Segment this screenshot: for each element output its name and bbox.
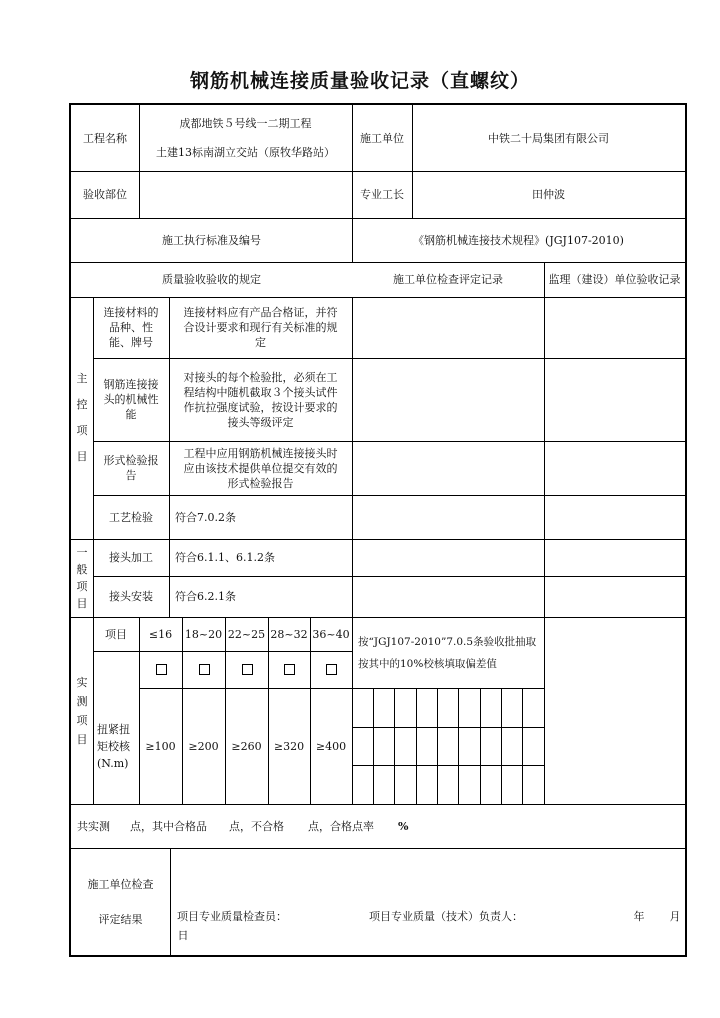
main-item-spec: 工程中应用钢筋机械连接接头时应由该技术提供单位提交有效的形式检验报告: [183, 446, 338, 490]
main-item-name: 形式检验报告: [103, 454, 159, 482]
project-name-label: 工程名称: [83, 131, 127, 145]
responsible-label: 项目专业质量（技术）负责人：: [369, 909, 523, 923]
form-table: [69, 103, 687, 957]
project-name-line2: 土建13标南湖立交站（原牧华路站）: [156, 146, 335, 159]
torque-value: ≥200: [188, 739, 219, 753]
general-item-spec: 符合6.1.1、6.1.2条: [175, 551, 275, 564]
grid-line: [416, 688, 417, 804]
construction-unit-label: 施工单位: [360, 131, 404, 145]
diameter-header: ≤16: [148, 627, 173, 641]
measured-item-label: 项目: [105, 627, 127, 641]
general-label: 一 般 项 目: [76, 546, 88, 610]
project-name-value: [139, 105, 352, 171]
diameter-checkbox[interactable]: [326, 664, 337, 675]
main-item-name: 连接材料的品种、性能、牌号: [103, 306, 159, 349]
month-label: 月: [669, 909, 681, 923]
foreman-label: 专业工长: [360, 188, 404, 201]
grid-line: [373, 688, 374, 804]
standard-value: 《钢筋机械连接技术规程》(JGJ107-2010): [413, 233, 624, 247]
evaluation-label: 施工单位检查 评定结果: [87, 877, 154, 926]
torque-value: ≥260: [231, 739, 262, 753]
project-name-line1: 成都地铁５号线一二期工程: [179, 117, 312, 130]
col-header-supervisor: 监理（建设）单位验收记录: [548, 273, 681, 286]
grid-line: [501, 688, 502, 804]
summary-total: 共实测: [77, 819, 110, 833]
main-control-label: 主 控 项 目: [76, 372, 88, 463]
main-item-spec: 连接材料应有产品合格证，并符合设计要求和现行有关标准的规定: [183, 306, 338, 349]
year-label: 年: [633, 909, 645, 923]
general-item-name: 接头加工: [109, 551, 153, 564]
diameter-checkbox[interactable]: [242, 664, 253, 675]
col-line: [170, 848, 171, 955]
summary-rate: 点，合格点率: [308, 819, 374, 833]
general-item-spec: 符合6.2.1条: [175, 590, 236, 603]
grid-line: [352, 688, 544, 689]
diameter-checkbox[interactable]: [156, 664, 167, 675]
grid-line: [352, 765, 544, 766]
foreman-value: 田仲波: [532, 188, 565, 201]
day-label: 日: [177, 928, 189, 942]
standard-label: 施工执行标准及编号: [162, 233, 261, 247]
construction-unit-value: 中铁二十局集团有限公司: [488, 131, 609, 145]
grid-line: [437, 688, 438, 804]
general-item-name: 接头安装: [109, 590, 153, 603]
inspection-part-label: 验收部位: [83, 188, 127, 201]
col-header-contractor: 施工单位检查评定记录: [393, 273, 503, 286]
grid-line: [352, 727, 544, 728]
diameter-header: 22~25: [227, 627, 266, 641]
col-header-spec: 质量验收验收的规定: [162, 273, 261, 286]
inspection-part-value: [139, 171, 352, 218]
col-line: [352, 297, 353, 804]
summary-unqualified: 点，不合格: [229, 819, 284, 833]
col-line: [544, 262, 545, 804]
torque-label: 扭紧扭矩校核(N.m): [97, 722, 130, 770]
summary-qualified: 点，其中合格品: [130, 819, 207, 833]
diameter-header: 18~20: [184, 627, 223, 641]
inspector-label: 项目专业质量检查员：: [177, 909, 287, 923]
row-line: [93, 651, 352, 652]
main-item-spec: 对接头的每个检验批，必须在工程结构中随机截取３个接头试件作抗拉强度试验，按设计要求的接头等级评定: [183, 370, 338, 429]
diameter-checkbox[interactable]: [284, 664, 295, 675]
grid-line: [480, 688, 481, 804]
form-title: 钢筋机械连接质量验收记录（直螺纹）: [189, 70, 530, 92]
grid-line: [522, 688, 523, 804]
main-item-name: 钢筋连接接头的机械性能: [103, 378, 159, 421]
diameter-header: 36~40: [312, 627, 350, 641]
torque-value: ≥400: [315, 739, 347, 753]
summary-percent: %: [398, 819, 409, 833]
torque-value: ≥100: [145, 739, 176, 753]
grid-line: [458, 688, 459, 804]
grid-line: [394, 688, 395, 804]
main-item-spec: 符合7.0.2条: [175, 510, 236, 524]
torque-value: ≥320: [273, 739, 305, 753]
measured-label: 实 测 项 目: [76, 675, 88, 746]
diameter-checkbox[interactable]: [199, 664, 210, 675]
summary-line: [71, 804, 685, 848]
diameter-header: 28~32: [270, 627, 308, 641]
main-item-name: 工艺检验: [109, 510, 153, 524]
measured-note: 按“JGJ107-2010”7.0.5条验收批抽取按其中的10%校核填取偏差值: [358, 635, 537, 670]
